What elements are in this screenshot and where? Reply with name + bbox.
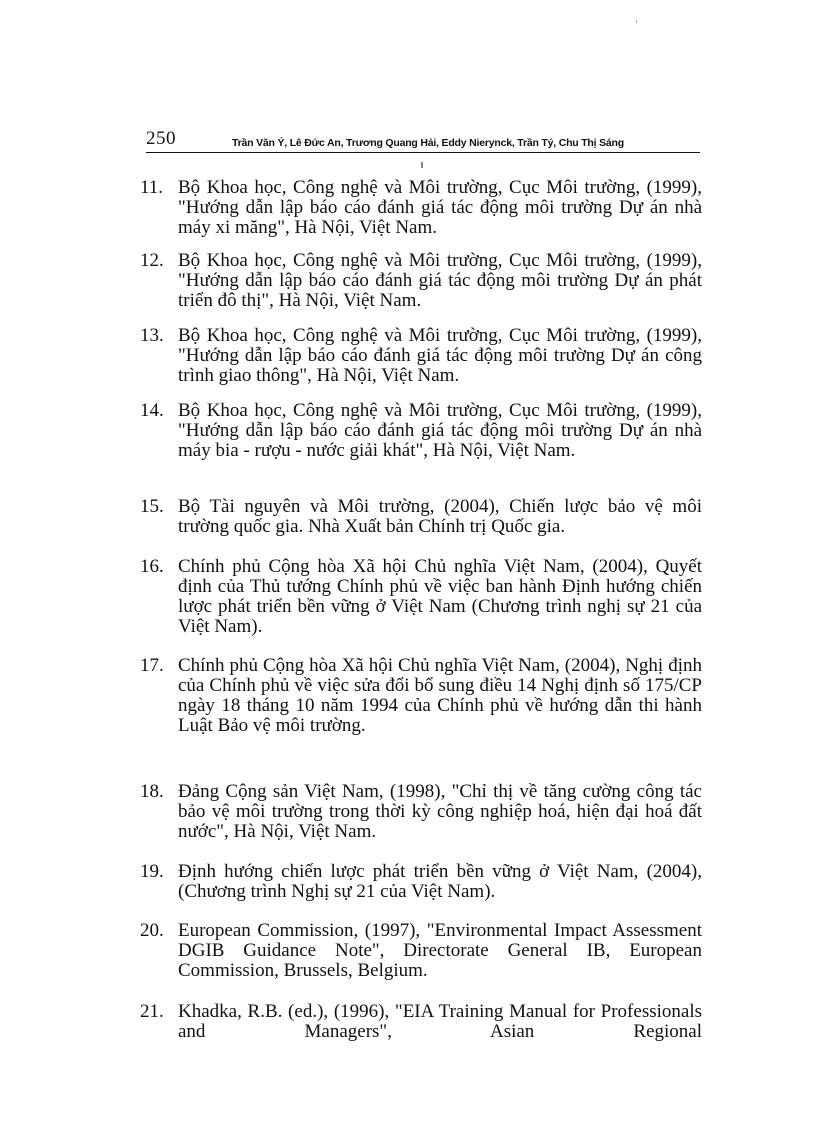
reference-item [140, 401, 702, 461]
reference-text: Bộ Khoa học, Công nghệ và Môi trường, Cục Môi trường, (1999), "Hướng dẫn lập báo cáo đánh giá tác động môi trường Dự án công trình giao thông", Hà Nội, Việt Nam. [178, 325, 702, 386]
page-number: 250 [146, 128, 176, 149]
scan-speck [636, 20, 637, 23]
reference-number: 18. [140, 781, 164, 802]
reference-text: Bộ Khoa học, Công nghệ và Môi trường, Cục Môi trường, (1999), "Hướng dẫn lập báo cáo đánh giá tác động môi trường Dự án nhà máy xi măng", Hà Nội, Việt Nam. [178, 177, 702, 238]
reference-number: 20. [140, 920, 164, 941]
reference-number: 11. [140, 177, 164, 198]
reference-text: Bộ Khoa học, Công nghệ và Môi trường, Cục Môi trường, (1999), "Hướng dẫn lập báo cáo đánh giá tác động môi trường Dự án nhà máy bia - rượu - nước giải khát", Hà Nội, Việt Nam. [178, 400, 702, 461]
reference-text: Định hướng chiến lược phát triển bền vững ở Việt Nam, (2004), (Chương trình Nghị sự 21 của Việt Nam). [178, 861, 702, 902]
reference-text: Chính phủ Cộng hòa Xã hội Chủ nghĩa Việt Nam, (2004), Nghị định của Chính phủ về việc sửa đổi bổ sung điều 14 Nghị định số 175/CP ngày 18 tháng 10 năm 1994 của Chính phủ về hướng dẫn thi hành Luật Bảo vệ môi trường. [178, 655, 702, 736]
reference-number: 14. [140, 400, 164, 421]
reference-number: 21. [140, 1001, 164, 1022]
reference-text: European Commission, (1997), "Environmental Impact Assessment DGIB Guidance Note", Directorate General IB, European Commission, Brussels, Belgium. [178, 920, 702, 981]
reference-number: 19. [140, 861, 164, 882]
page-header [146, 128, 700, 153]
reference-item [140, 251, 702, 311]
reference-item [140, 557, 702, 637]
scan-speck [421, 162, 423, 168]
reference-number: 15. [140, 496, 164, 517]
reference-number: 12. [140, 250, 164, 271]
reference-item [140, 178, 702, 238]
reference-text: Khadka, R.B. (ed.), (1996), "EIA Training Manual for Professionals and Managers", Asian Regional [178, 1001, 702, 1042]
reference-number: 16. [140, 556, 164, 577]
running-head-authors: Trần Văn Ý, Lê Đức An, Trương Quang Hải, Eddy Nierynck, Trần Tý, Chu Thị Sáng [232, 137, 624, 149]
reference-item [140, 782, 702, 842]
reference-item [140, 656, 702, 736]
reference-item [140, 497, 702, 537]
reference-number: 13. [140, 325, 164, 346]
reference-text: Chính phủ Cộng hòa Xã hội Chủ nghĩa Việt Nam, (2004), Quyết định của Thủ tướng Chính phủ về việc ban hành Định hướng chiến lược phát triển bền vững ở Việt Nam (Chương trình nghị sự 21 của Việt Nam). [178, 556, 702, 637]
reference-item [140, 326, 702, 386]
reference-item [140, 862, 702, 902]
reference-number: 17. [140, 655, 164, 676]
reference-text: Bộ Khoa học, Công nghệ và Môi trường, Cục Môi trường, (1999), "Hướng dẫn lập báo cáo đánh giá tác động môi trường Dự án phát triển đô thị", Hà Nội, Việt Nam. [178, 250, 702, 311]
reference-text: Bộ Tài nguyên và Môi trường, (2004), Chiến lược bảo vệ môi trường quốc gia. Nhà Xuất bản Chính trị Quốc gia. [178, 496, 702, 537]
reference-item [140, 921, 702, 981]
reference-text: Đảng Cộng sản Việt Nam, (1998), "Chỉ thị về tăng cường công tác bảo vệ môi trường trong thời kỳ công nghiệp hoá, hiện đại hoá đất nước", Hà Nội, Việt Nam. [178, 781, 702, 842]
reference-item [140, 1002, 702, 1042]
